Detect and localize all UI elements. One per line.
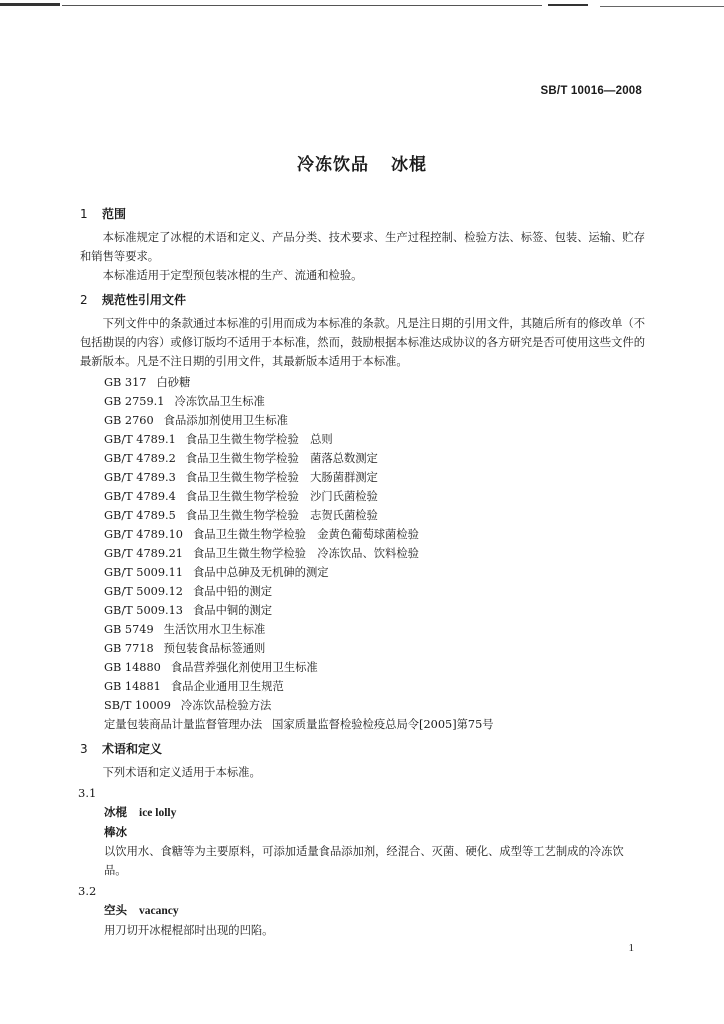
list-item: GB 2759.1 冷冻饮品卫生标准 (104, 395, 265, 408)
document-title (0, 150, 724, 175)
list-item: GB 317 白砂糖 (104, 376, 191, 389)
list-item: GB/T 5009.11 食品中总砷及无机砷的测定 (104, 566, 329, 579)
term-definition: 以饮用水、食糖等为主要原料，可添加适量食品添加剂，经混合、灭菌、硬化、成型等工艺制成的冷冻饮品。 (104, 845, 624, 877)
title-part-2: 冰棍 (391, 155, 427, 175)
term-number: 3.1 (78, 786, 97, 800)
references-intro: 下列文件中的条款通过本标准的引用而成为本标准的条款。凡是注日期的引用文件，其随后所有的修改单（不包括勘误的内容）或修订版均不适用于本标准，然而，鼓励根据本标准达成协议的各方研究是否可使用这些文件的最新版本。凡是不注日期的引用文件，其最新版本适用于本标准。 (80, 317, 645, 368)
scope-paragraph: 本标准适用于定型预包装冰棍的生产、流通和检验。 (102, 269, 363, 282)
list-item: GB/T 5009.12 食品中铅的测定 (104, 585, 273, 598)
list-item: GB/T 4789.5 食品卫生微生物学检验 志贺氏菌检验 (104, 509, 378, 522)
section-heading-terms-definitions: 3 术语和定义 (80, 742, 163, 756)
list-item: GB/T 4789.21 食品卫生微生物学检验 冷冻饮品、饮料检验 (104, 547, 419, 560)
list-item: GB/T 4789.10 食品卫生微生物学检验 金黄色葡萄球菌检验 (104, 528, 419, 541)
scan-edge-artifact (0, 0, 724, 10)
list-item: GB/T 5009.13 食品中铜的测定 (104, 604, 273, 617)
list-item: GB 2760 食品添加剂使用卫生标准 (104, 414, 288, 427)
document-body (80, 203, 645, 940)
title-part-1: 冷冻饮品 (297, 155, 369, 175)
term-alias: 棒冰 (104, 825, 127, 839)
section-heading-scope: 1 范围 (80, 207, 127, 221)
standard-code: SB/T 10016—2008 (540, 85, 642, 97)
page-number: 1 (628, 942, 634, 954)
list-item: GB 7718 预包装食品标签通则 (104, 642, 266, 655)
list-item: GB 5749 生活饮用水卫生标准 (104, 623, 266, 636)
list-item: GB/T 4789.4 食品卫生微生物学检验 沙门氏菌检验 (104, 490, 378, 503)
reference-list (104, 373, 645, 734)
list-item: GB/T 4789.1 食品卫生微生物学检验 总则 (104, 433, 333, 446)
list-item: GB 14880 食品营养强化剂使用卫生标准 (104, 661, 318, 674)
scope-paragraph: 本标准规定了冰棍的术语和定义、产品分类、技术要求、生产过程控制、检验方法、标签、包装、运输、贮存和销售等要求。 (80, 231, 645, 263)
section-heading-normative-references: 2 规范性引用文件 (80, 293, 187, 307)
list-item: GB/T 4789.2 食品卫生微生物学检验 菌落总数测定 (104, 452, 378, 465)
terms-intro: 下列术语和定义适用于本标准。 (102, 766, 261, 779)
list-item: 定量包装商品计量监督管理办法 国家质量监督检验检疫总局令[2005]第75号 (104, 718, 494, 731)
list-item: GB 14881 食品企业通用卫生规范 (104, 680, 284, 693)
list-item: GB/T 4789.3 食品卫生微生物学检验 大肠菌群测定 (104, 471, 378, 484)
term-definition: 用刀切开冰棍棍部时出现的凹陷。 (104, 924, 274, 937)
term-name: 冰棍 ice lolly (104, 805, 177, 819)
list-item: SB/T 10009 冷冻饮品检验方法 (104, 699, 272, 712)
term-name: 空头 vacancy (104, 903, 179, 917)
term-number: 3.2 (78, 884, 97, 898)
